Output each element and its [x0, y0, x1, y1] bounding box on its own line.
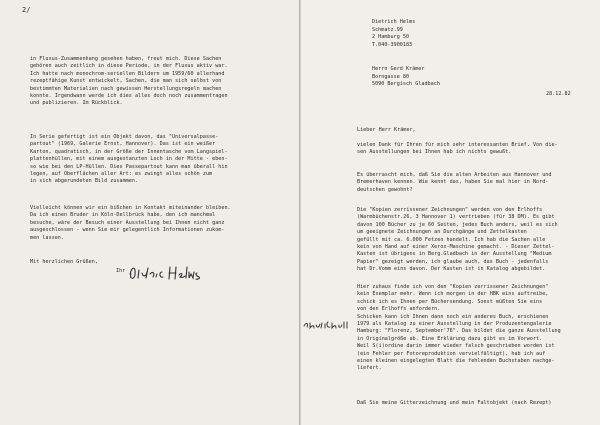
paragraph-thanks: vielen Dank für Ihren für mich sehr interessanten Brief. Von die- sen Ausstellungen bei Ihnen hab ich nichts gewußt. — [357, 142, 558, 156]
paragraph-contact: Vielleicht können wir ein bißchen in Kontakt miteinander bleiben. Da ich einen Bruder in Köln-Dellbrück habe, den ich manchmal besuche, wäre der Besuch einer Ausstellung bei Ihnen nicht ganz ausgeschlossen - wenn Sie mir gelegentlich Informationen zukom- men lassen. — [30, 205, 231, 241]
paragraph-books: Hier zuhaus finde ich von den "Kopien zerrissener Zeichnungen" kein Exemplar mehr. Wenn ich morgen in der HBK eins auftreibe, schick ich es Ihnen per Büchersendung. Sonst müßten Sie eins von den Erlhoffs anfordern. Schicken kann ich Ihnen dann noch ein anderes Buch, erschienen 1979 als Katalog zu einer Ausstellung in der Produzentengalerie Hamburg: "Florenz, September'76". Das bildet die ganze Ausstellung in Originalgröße ab. Eine Erklärung dazu gibt es im Vorwort. Weil S(i)ordine darin immer wieder falsch geschrieben worden ist (ein Fehler per Fotoreproduktion vervielfältigt), hab ich auf einen kleinen eingelegten Blatt die fehlenden Buchstaben nachge- liefert. — [357, 284, 561, 372]
paragraph-surprise: Es überrascht mich, daß Sie die alten Arbeiten aus Hannover und Bremerhaven kennen. Wie kennt das, haben Sie mal hier in Nord- deutschen gewohnt? — [357, 172, 552, 193]
paragraph-fluxus: in Fluxus-Zusammenhang gesehen haben, freut mich. Diese Sachen gehören auch zeitlich in diese Periode, in der Fluxus aktiv war. Ich hatte nach monochrom-seriellen Bildern um 1959/60 allerhand rezeptfähige Kunst entwickelt, Sachen, die man sich selbst von bestimmten Materialien nach gewissen Herstellungsregeln machen konnte. Irgendwann werde ich dies alles doch noch zusammentragen und publizieren. Im Rückblick. — [30, 56, 228, 107]
page-number: 2/ — [22, 6, 31, 14]
handwritten-signature — [126, 262, 206, 284]
paragraph-kopien: Die "Kopien zerrissener Zeichnungen" werden von den Erlhoffs (Warmbüchenstr.26, 3 Hannover 1) vertrieben (für 38 DM). Es gibt davon 100 Bücher zu je 60 Seiten, jedes Buch anders, weil es sich um geeignete Zeichnungen an Durchgänge und Zettelkasten gefüllt mit ca. 6.000 Fetzen handelt. Ich hab die Sachen alle kein von Hand auf einer Xerox-Maschine gemacht. - Dieser Zettel- Kasten ist übrigens in Berg.Gladbach in der Ausstellung "Medium Papier" gezeigt werden, ich glaube auch, das Buch - jedenfalls hat Dr.Vomm eins davon. Der Kasten ist in Katalog abgebildet. — [357, 207, 558, 273]
paragraph-passepartout: In Serie gefertigt ist ein Objekt davon, das "Universalpasse- partout" (1969, Galerie Ernst, Hannover). Das ist ein weißer Karton, quadratisch, in der Größe der Innentasche vom Langspiel- plattenhüllen, mit einem ausgestanzten Loch in der Mitte - eben- so wie bei den LP-Hüllen. Dies Passepartout kann man überall hin legen, auf Oberflächen aller Art: es zwingt alles schön zum in sich abgerundeten Bild zusammen. — [30, 134, 228, 185]
handwritten-margin-note — [302, 318, 352, 332]
sender-address: Dietrich Helms Schmatz.99 2 Hamburg 50 T.040-3900183 — [372, 19, 416, 48]
closing-greeting: Mit herzlichen Grüßen, — [30, 259, 98, 265]
letter-date: 28.12.82 — [546, 91, 571, 97]
signature-prefix: Ihr — [116, 268, 126, 274]
recipient-address: Herrn Gerd Krämer Borngasse 80 5090 Bergisch Gladbach — [372, 66, 440, 88]
paragraph-gitter: Daß Sie meine Gitterzeichnung und mein Faltobjekt (nach Rezept) — [357, 400, 552, 406]
salutation: Lieber Herr Krämer, — [357, 127, 416, 133]
